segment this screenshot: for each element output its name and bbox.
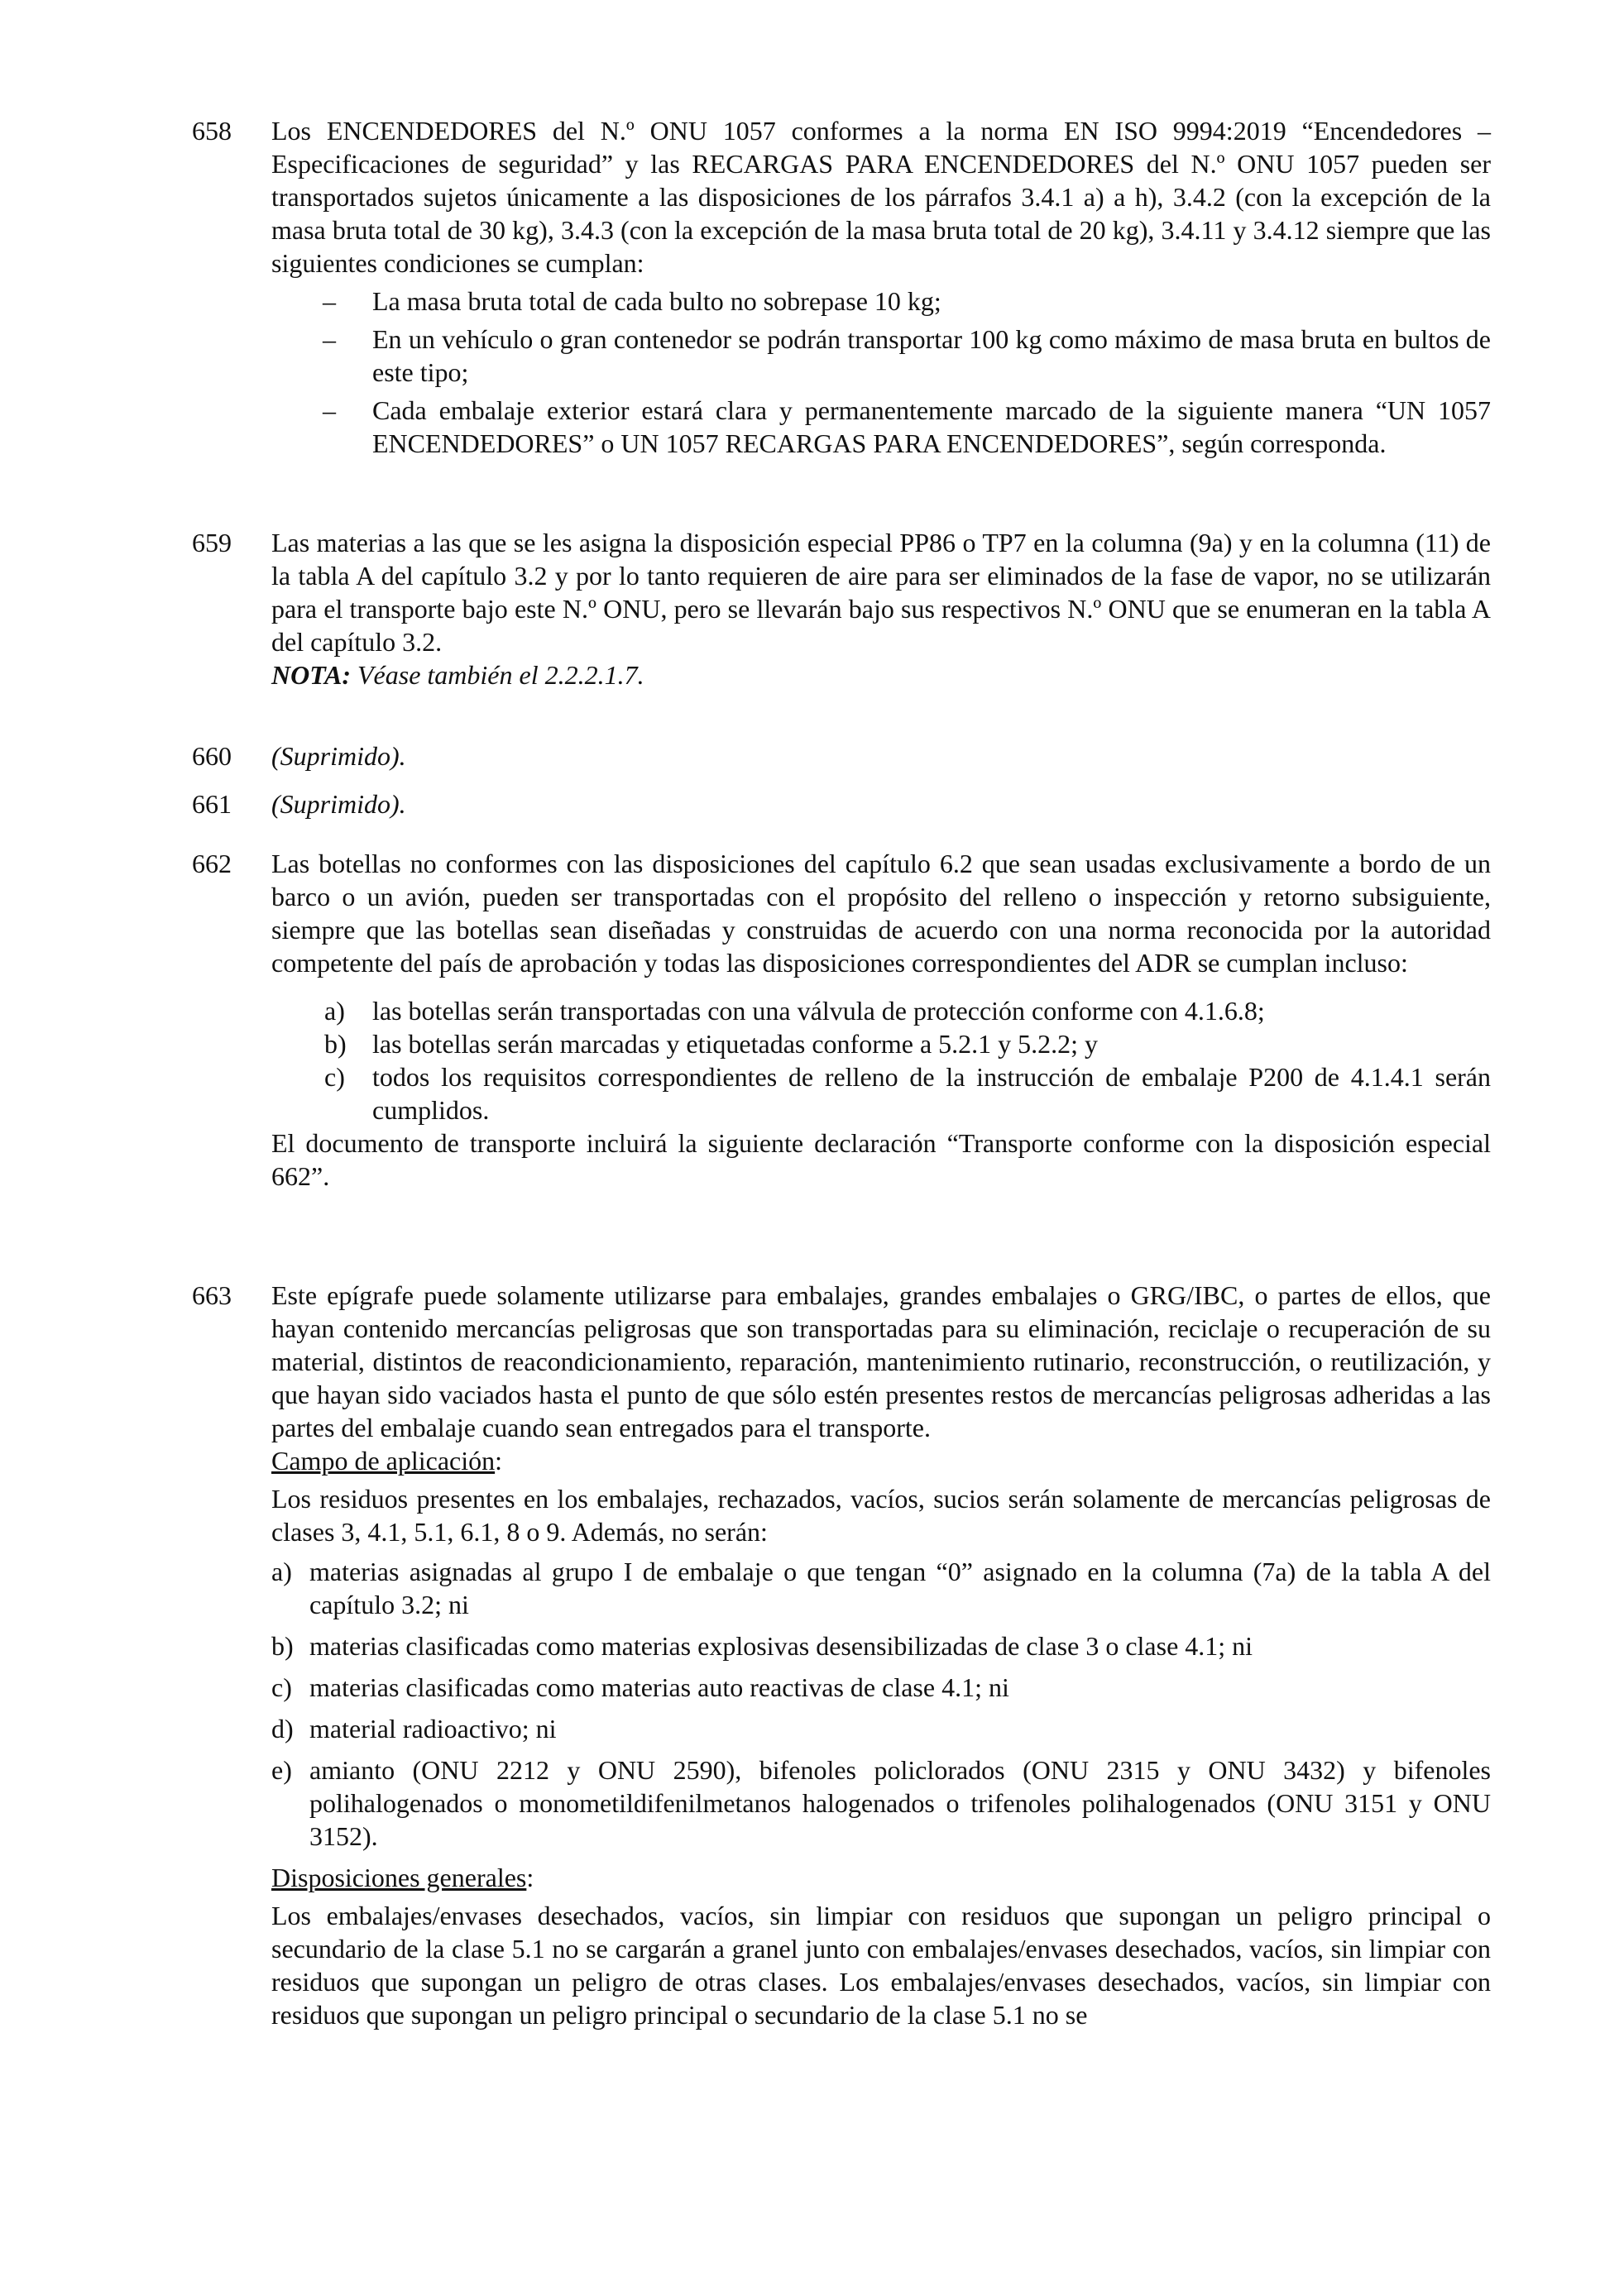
scope-heading-text: Campo de aplicación: [271, 1446, 496, 1476]
list-item-text: materias clasificadas como materias explosivas desensibilizadas de clase 3 o clase 4.1; ni: [309, 1631, 1253, 1661]
list-item: [271, 1629, 1491, 1662]
provision-number: 658: [192, 116, 232, 146]
list-item: [271, 285, 1491, 318]
list-item: [271, 394, 1491, 460]
list-marker: b): [271, 1631, 294, 1661]
provision-text: (Suprimido).: [271, 741, 406, 771]
list-marker: b): [324, 1029, 347, 1059]
provision-662: [192, 847, 1491, 1193]
provision-text: Los ENCENDEDORES del N.º ONU 1057 conformes a la norma EN ISO 9994:2019 “Encendedores – Especificaciones de seguridad” y las RECARGAS PARA ENCENDEDORES del N.º ONU 1057 pueden ser transportados sujetos únicamente a las disposiciones de los párrafos 3.4.1 a) a h), 3.4.2 (con la excepción de la masa bruta total de 30 kg), 3.4.3 (con la excepción de la masa bruta total de 20 kg), 3.4.11 y 3.4.12 siempre que las siguientes condiciones se cumplan:: [271, 116, 1491, 278]
list-item-text: las botellas serán marcadas y etiquetadas conforme a 5.2.1 y 5.2.2; y: [372, 1029, 1099, 1059]
scope-text: Los residuos presentes en los embalajes, rechazados, vacíos, sucios serán solamente de mercancías peligrosas de clases 3, 4.1, 5.1, 6.1, 8 o 9. Además, no serán:: [271, 1484, 1491, 1547]
provision-text: Este epígrafe puede solamente utilizarse para embalajes, grandes embalajes o GRG/IBC, o partes de ellos, que hayan contenido mercancías peligrosas que son transportadas para su eliminación, reciclaje o recuperación de su material, distintos de reacondicionamiento, reparación, mantenimiento rutinario, reconstrucción, o reutilización, y que hayan sido vaciados hasta el punto de que sólo estén presentes restos de mercancías peligrosas adheridas a las partes del embalaje cuando sean entregados para el transporte.: [271, 1280, 1491, 1442]
list-item: [271, 994, 1491, 1027]
provision-number: 659: [192, 528, 232, 557]
list-item: [271, 1555, 1491, 1621]
provision-text: Las materias a las que se les asigna la disposición especial PP86 o TP7 en la columna (9a) y en la columna (11) de la tabla A del capítulo 3.2 y por lo tanto requieren de aire para ser eliminados de la fase de vapor, no se utilizarán para el transporte bajo este N.º ONU, pero se llevarán bajo sus respectivos N.º ONU que se enumeran en la tabla A del capítulo 3.2.: [271, 528, 1491, 657]
list-item: [271, 1060, 1491, 1126]
note-label: NOTA:: [271, 660, 351, 690]
list-item: [271, 1753, 1491, 1853]
provision-number: 660: [192, 741, 232, 771]
list-marker: a): [324, 996, 345, 1026]
provision-text: (Suprimido).: [271, 789, 406, 819]
provision-text: Las botellas no conformes con las disposiciones del capítulo 6.2 que sean usadas exclusivamente a bordo de un barco o un avión, pueden ser transportadas con el propósito del relleno o inspección y retorno subsiguiente, siempre que las botellas sean diseñadas y construidas de acuerdo con una norma reconocida por la autoridad competente del país de aprobación y todas las disposiciones correspondientes del ADR se cumplan incluso:: [271, 849, 1491, 978]
provision-660: [192, 739, 1491, 773]
provision-number: 662: [192, 849, 232, 878]
list-item-text: Cada embalaje exterior estará clara y permanentemente marcado de la siguiente manera “UN 1057 ENCENDEDORES” o UN 1057 RECARGAS PARA ENCENDEDORES”, según corresponda.: [372, 395, 1491, 458]
provision-661: [192, 787, 1491, 820]
list-item: [271, 1027, 1491, 1060]
list-marker: e): [271, 1755, 292, 1785]
exclusion-list: [271, 1555, 1491, 1853]
provision-663: [192, 1279, 1491, 2031]
list-item-text: todos los requisitos correspondientes de relleno de la instrucción de embalaje P200 de 4.1.4.1 serán cumplidos.: [372, 1062, 1491, 1125]
provision-659: [192, 526, 1491, 691]
list-item-text: En un vehículo o gran contenedor se podrán transportar 100 kg como máximo de masa bruta en bultos de este tipo;: [372, 324, 1491, 387]
scope-heading: Campo de aplicación:: [271, 1446, 503, 1476]
provision-number: 663: [192, 1280, 232, 1310]
general-heading-text: Disposiciones generales: [271, 1863, 527, 1892]
list-item: [271, 1712, 1491, 1745]
general-heading: Disposiciones generales:: [271, 1863, 534, 1892]
list-marker: c): [271, 1672, 292, 1702]
list-item: [271, 1671, 1491, 1704]
note: [271, 658, 1491, 691]
requirement-list: [271, 994, 1491, 1126]
list-item: [271, 323, 1491, 389]
list-item-text: material radioactivo; ni: [309, 1714, 557, 1744]
dash-marker: –: [323, 395, 336, 425]
dash-marker: –: [323, 324, 336, 354]
condition-list: [271, 285, 1491, 460]
list-marker: c): [324, 1062, 345, 1092]
list-marker: d): [271, 1714, 294, 1744]
list-item-text: amianto (ONU 2212 y ONU 2590), bifenoles policlorados (ONU 2315 y ONU 3432) y bifenoles polihalogenados o monometildifenilmetanos halogenados o trifenoles polihalogenados (ONU 3151 y ONU 3152).: [309, 1755, 1491, 1851]
closing-text: El documento de transporte incluirá la siguiente declaración “Transporte conforme con la disposición especial 662”.: [271, 1128, 1491, 1191]
provision-number: 661: [192, 789, 232, 819]
dash-marker: –: [323, 286, 336, 316]
list-marker: a): [271, 1557, 292, 1586]
general-text: Los embalajes/envases desechados, vacíos, sin limpiar con residuos que supongan un peligro principal o secundario de la clase 5.1 no se cargarán a granel junto con embalajes/envases desechados, vacíos, sin limpiar con residuos que supongan un peligro de otras clases. Los embalajes/envases desechados, vacíos, sin limpiar con residuos que supongan un peligro principal o secundario de la clase 5.1 no se: [271, 1901, 1491, 2030]
provision-658: [192, 114, 1491, 465]
list-item-text: La masa bruta total de cada bulto no sobrepase 10 kg;: [372, 286, 941, 316]
note-text: Véase también el 2.2.2.1.7.: [351, 660, 644, 690]
list-item-text: materias clasificadas como materias auto reactivas de clase 4.1; ni: [309, 1672, 1009, 1702]
list-item-text: las botellas serán transportadas con una válvula de protección conforme con 4.1.6.8;: [372, 996, 1265, 1026]
list-item-text: materias asignadas al grupo I de embalaje o que tengan “0” asignado en la columna (7a) de la tabla A del capítulo 3.2; ni: [309, 1557, 1491, 1619]
